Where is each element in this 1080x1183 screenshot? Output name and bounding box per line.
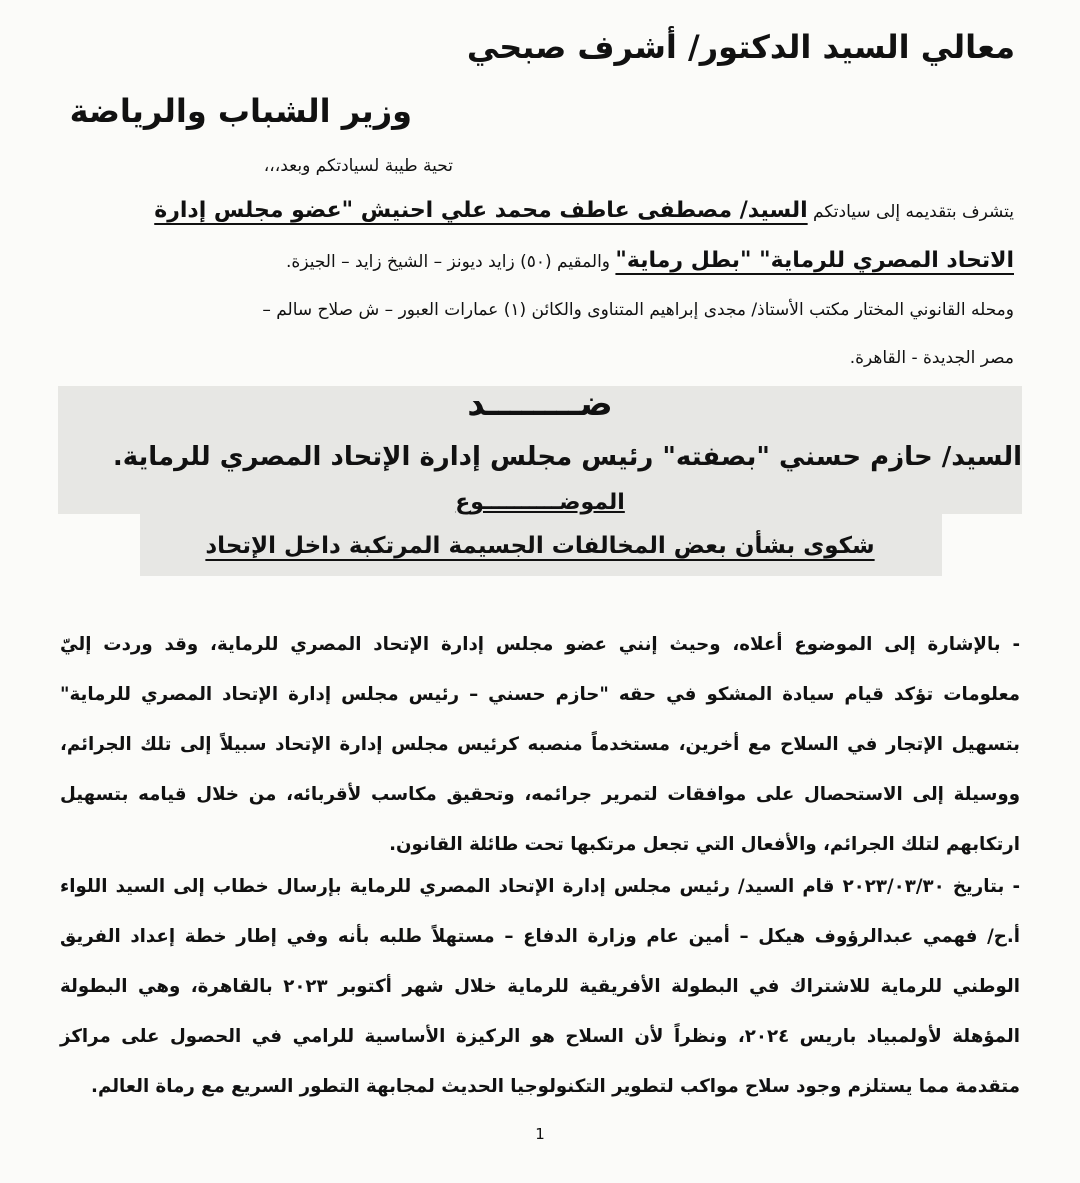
addressee-title: وزير الشباب والرياضة [69,92,412,130]
complainant-name: السيد/ مصطفى عاطف محمد علي احنيش "عضو مجلس إدارة [154,198,808,223]
intro-line-4: مصر الجديدة - القاهرة. [849,348,1014,368]
respondent-name: السيد/ حازم حسني "بصفته" رئيس مجلس إدارة الإتحاد المصري للرماية. [112,442,1022,472]
addressee-name: معالي السيد الدكتور/ أشرف صبحي [466,28,1015,66]
against-label: ضــــــــد [467,384,613,424]
subject-heading: الموضــــــــــوع [455,490,625,515]
intro-line-3: ومحله القانوني المختار مكتب الأستاذ/ مجدى إبراهيم المتناوى والكائن (١) عمارات العبور – ش صلاح سالم – [262,300,1014,320]
page-number: 1 [535,1125,545,1143]
paragraph-1: - بالإشارة إلى الموضوع أعلاه، وحيث إنني عضو مجلس إدارة الإتحاد المصري للرماية، وقد وردت إليّ معلومات تؤكد قيام سيادة المشكو في حقه "حازم حسني – رئيس مجلس إدارة الإتحاد المصري للرماية" بتسهيل الإتجار في السلاح مع أخرين، مستخدماً منصبه كرئيس مجلس إدارة الإتحاد سبيلاً إلى تلك الجرائم، ووسيلة إلى الاستحصال على موافقات لتمرير جرائمه، وتحقيق مكاسب لأقربائه، من خلال قيامه بتسهيل ارتكابهم لتلك الجرائم، والأفعال التي تجعل مرتكبها تحت طائلة القانون. [60,634,1020,855]
subject-text: شكوى بشأن بعض المخالفات الجسيمة المرتكبة داخل الإتحاد [205,533,875,559]
intro-line-1-plain: يتشرف بتقديمه إلى سيادتكم [807,202,1014,222]
complainant-role: الاتحاد المصري للرماية" "بطل رماية" [615,248,1014,273]
paragraph-2: - بتاريخ ٢٠٢٣/٠٣/٣٠ قام السيد/ رئيس مجلس إدارة الإتحاد المصري للرماية بإرسال خطاب إلى السيد اللواء أ.ح/ فهمي عبدالرؤوف هيكل – أمين عام وزارة الدفاع – مستهلاً طلبه بأنه وفي إطار خطة إعداد الفريق الوطني للرماية للاشتراك في البطولة الأفريقية للرماية خلال شهر أكتوبر ٢٠٢٣ بالقاهرة، وهي البطولة المؤهلة لأولمبياد باريس ٢٠٢٤، ونظراً لأن السلاح هو الركيزة الأساسية للرامي في الحصول على مراكز متقدمة مما يستلزم وجود سلاح مواكب لتطوير التكنولوجيا الحديث لمجابهة التطور السريع مع رماة العالم. [60,876,1021,1097]
greeting: تحية طيبة لسيادتكم وبعد،،، [263,156,453,176]
intro-line-2-plain: والمقيم (٥٠) زايد ديونز – الشيخ زايد – الجيزة. [286,252,616,272]
intro-line-1 [154,198,1014,223]
intro-line-2 [286,248,1014,273]
